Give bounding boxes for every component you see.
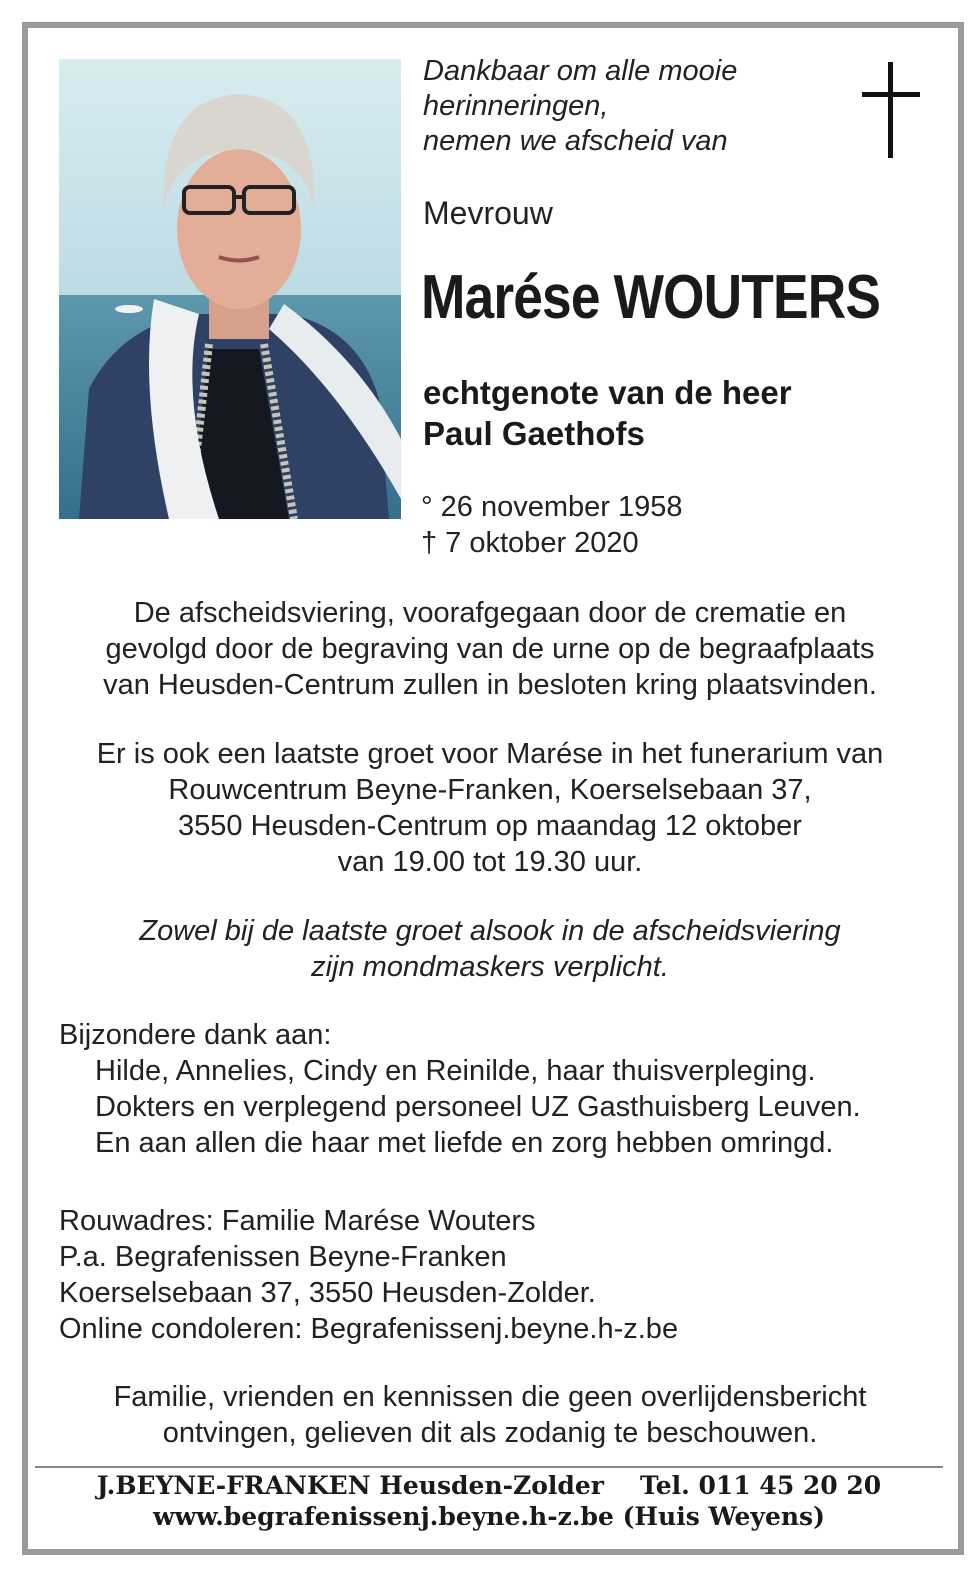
spouse-name: Paul Gaethofs xyxy=(423,415,645,452)
farewell-line: van 19.00 tot 19.30 uur. xyxy=(337,846,643,878)
ceremony-paragraph xyxy=(40,595,940,703)
thanks-item: Dokters en verplegend personeel UZ Gasthuisberg Leuven. xyxy=(95,1091,861,1123)
address-line: P.a. Begrafenissen Beyne-Franken xyxy=(59,1241,507,1273)
company-phone: Tel. 011 45 20 20 xyxy=(639,1471,882,1500)
company-name: J.BEYNE-FRANKEN Heusden-Zolder xyxy=(96,1471,604,1500)
deceased-name: Marése WOUTERS xyxy=(421,263,881,332)
portrait-photo xyxy=(59,59,401,519)
thanks-section xyxy=(59,1017,939,1161)
online-condolence: Online condoleren: Begrafenissenj.beyne.h-z.be xyxy=(59,1313,679,1345)
ceremony-line: De afscheidsviering, voorafgegaan door de crematie en xyxy=(133,597,847,629)
footer-divider xyxy=(35,1466,943,1468)
spouse-info xyxy=(423,372,792,454)
intro-line: nemen we afscheid van xyxy=(423,125,728,157)
mask-notice xyxy=(40,913,940,985)
footer xyxy=(35,1470,943,1532)
salutation: Mevrouw xyxy=(423,195,553,231)
notice-line: ontvingen, gelieven dit als zodanig te beschouwen. xyxy=(162,1417,818,1449)
thanks-heading: Bijzondere dank aan: xyxy=(59,1019,332,1051)
death-date: † 7 oktober 2020 xyxy=(421,527,639,559)
address-line: Rouwadres: Familie Marése Wouters xyxy=(59,1205,536,1237)
farewell-line: Er is ook een laatste groet voor Marése in het funerarium van xyxy=(96,738,884,770)
farewell-line: Rouwcentrum Beyne-Franken, Koerselsebaan 37, xyxy=(168,774,812,806)
farewell-line: 3550 Heusden-Centrum op maandag 12 oktober xyxy=(178,810,802,842)
company-website: www.begrafenissenj.beyne.h-z.be (Huis Weyens) xyxy=(153,1502,825,1531)
intro-text xyxy=(423,54,737,159)
birth-date: ° 26 november 1958 xyxy=(421,491,683,523)
thanks-item: Hilde, Annelies, Cindy en Reinilde, haar thuisverpleging. xyxy=(95,1055,816,1087)
life-dates xyxy=(421,489,683,561)
family-notice xyxy=(40,1379,940,1451)
ceremony-line: gevolgd door de begraving van de urne op de begraafplaats xyxy=(105,633,875,665)
farewell-paragraph xyxy=(40,736,940,880)
intro-line: Dankbaar om alle mooie xyxy=(423,55,738,87)
latin-cross-icon xyxy=(862,62,920,158)
intro-line: herinneringen, xyxy=(423,90,609,122)
mask-line: zijn mondmaskers verplicht. xyxy=(311,951,669,983)
mask-line: Zowel bij de laatste groet alsook in de afscheidsviering xyxy=(139,915,841,947)
address-line: Koerselsebaan 37, 3550 Heusden-Zolder. xyxy=(59,1277,596,1309)
address-section xyxy=(59,1203,939,1347)
ceremony-line: van Heusden-Centrum zullen in besloten kring plaatsvinden. xyxy=(103,669,877,701)
notice-line: Familie, vrienden en kennissen die geen overlijdensbericht xyxy=(113,1381,867,1413)
thanks-item: En aan allen die haar met liefde en zorg hebben omringd. xyxy=(95,1127,834,1159)
spouse-line: echtgenote van de heer xyxy=(423,374,792,411)
